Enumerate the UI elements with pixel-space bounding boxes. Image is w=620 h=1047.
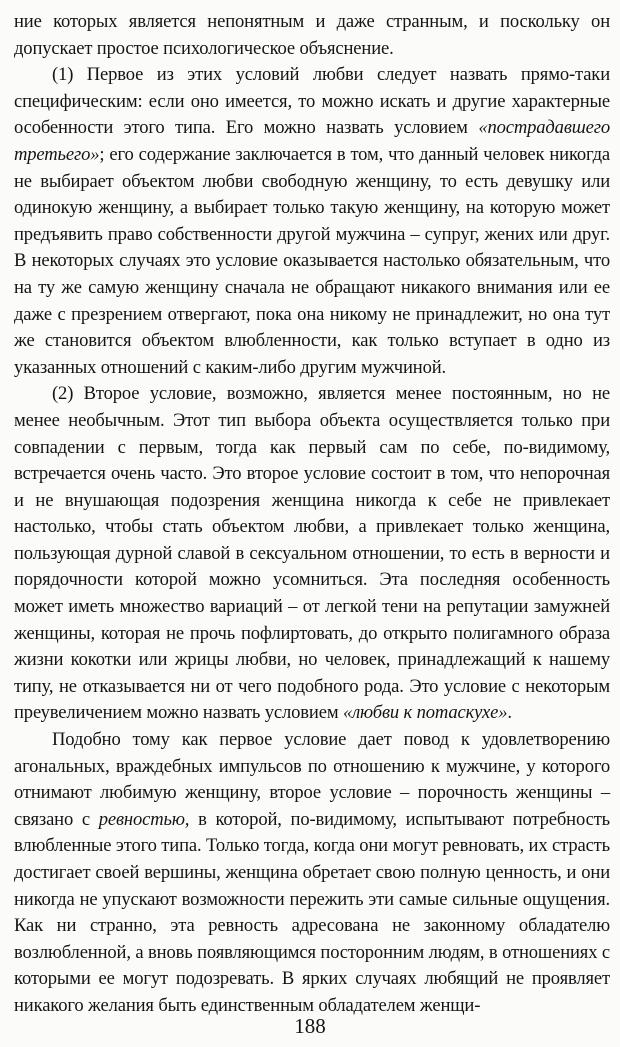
paragraph-3-text-a: (2) Второе условие, возможно, является менее постоянным, но не менее необычным. Этот тип выбора объекта осуществляется только при совпадении с первым, тогда как первый сам по себе, по-видимому, встречается очень часто. Это второе условие состоит в том, что непорочная и не внушающая подозрения женщина никогда к себе не привлекает настолько, чтобы стать объектом любви, а привлекает только женщина, пользующая дурной славой в сексуальном отношении, то есть в верности и порядочности которой можно усомниться. Эта последняя особенность может иметь множество вариаций – от легкой тени на репутации замужней женщины, которая не прочь пофлиртовать, до открыто полигамного образа жизни кокотки или жрицы любви, но человек, принадлежащий к нашему типу, не отказывается ни от чего подобного рода. Это условие с некоторым преувеличением можно назвать условием: [14, 383, 610, 724]
paragraph-4-text-a: Подобно тому как первое условие дает повод к удовлетворению агональных, враждебных импульсов по отношению к мужчине, у которого отнимают любимую женщину, второе условие – порочность женщины – связано с: [14, 729, 610, 830]
paragraph-2-text-b: ; его содержание заключается в том, что данный человек никогда не выбирает объектом любви свободную женщину, то есть девушку или одинокую женщину, а выбирает только такую женщину, на которую может предъявить право собственности другой мужчина – супруг, жених или друг. В некоторых случаях это условие оказывается настолько обязательным, что на ту же самую женщину сначала не обращают никакого внимания или ее даже с презрением отвергают, пока она никому не принадлежит, но она тут же становится объектом влюбленности, как только вступает в одно из указанных отношений с каким-либо другим мужчиной.: [14, 143, 610, 378]
body-text: [14, 9, 610, 1020]
page-number: 188: [294, 1014, 326, 1038]
paragraph-2: [14, 62, 610, 381]
paragraph-3-italic-term: «любви к потаскухе»: [342, 702, 508, 724]
paragraph-2-text-a: (1) Первое из этих условий любви следует назвать прямо-таки специфическим: если оно имеется, то можно искать и другие характерные особенности этого типа. Его можно назвать условием: [14, 64, 610, 139]
paragraph-4: [14, 727, 610, 1020]
paragraph-4-italic-term: ревностью,: [98, 808, 190, 830]
paragraph-3-text-b: .: [507, 702, 512, 724]
paragraph-1-text: ние которых является непонятным и даже странным, и поскольку он допускает простое психологическое объяснение.: [14, 11, 610, 59]
paragraph-2-italic-term: «пострадавшего третьего»: [14, 117, 610, 165]
paragraph-3: [14, 381, 610, 727]
paragraph-4-text-b: в которой, по-видимому, испытывают потребность влюбленные этого типа. Только тогда, когда они могут ревновать, их страсть достигает своей вершины, женщина обретает свою полную ценность, и они никогда не упускают возможности пережить эти самые сильные ощущения. Как ни странно, эта ревность адресована не законному обладателю возлюбленной, а вновь появляющимся посторонним людям, в отношениях с которыми ее могут подозревать. В ярких случаях любящий не проявляет никакого желания быть единственным обладателем женщи-: [14, 808, 610, 1016]
paragraph-1: [14, 9, 610, 62]
